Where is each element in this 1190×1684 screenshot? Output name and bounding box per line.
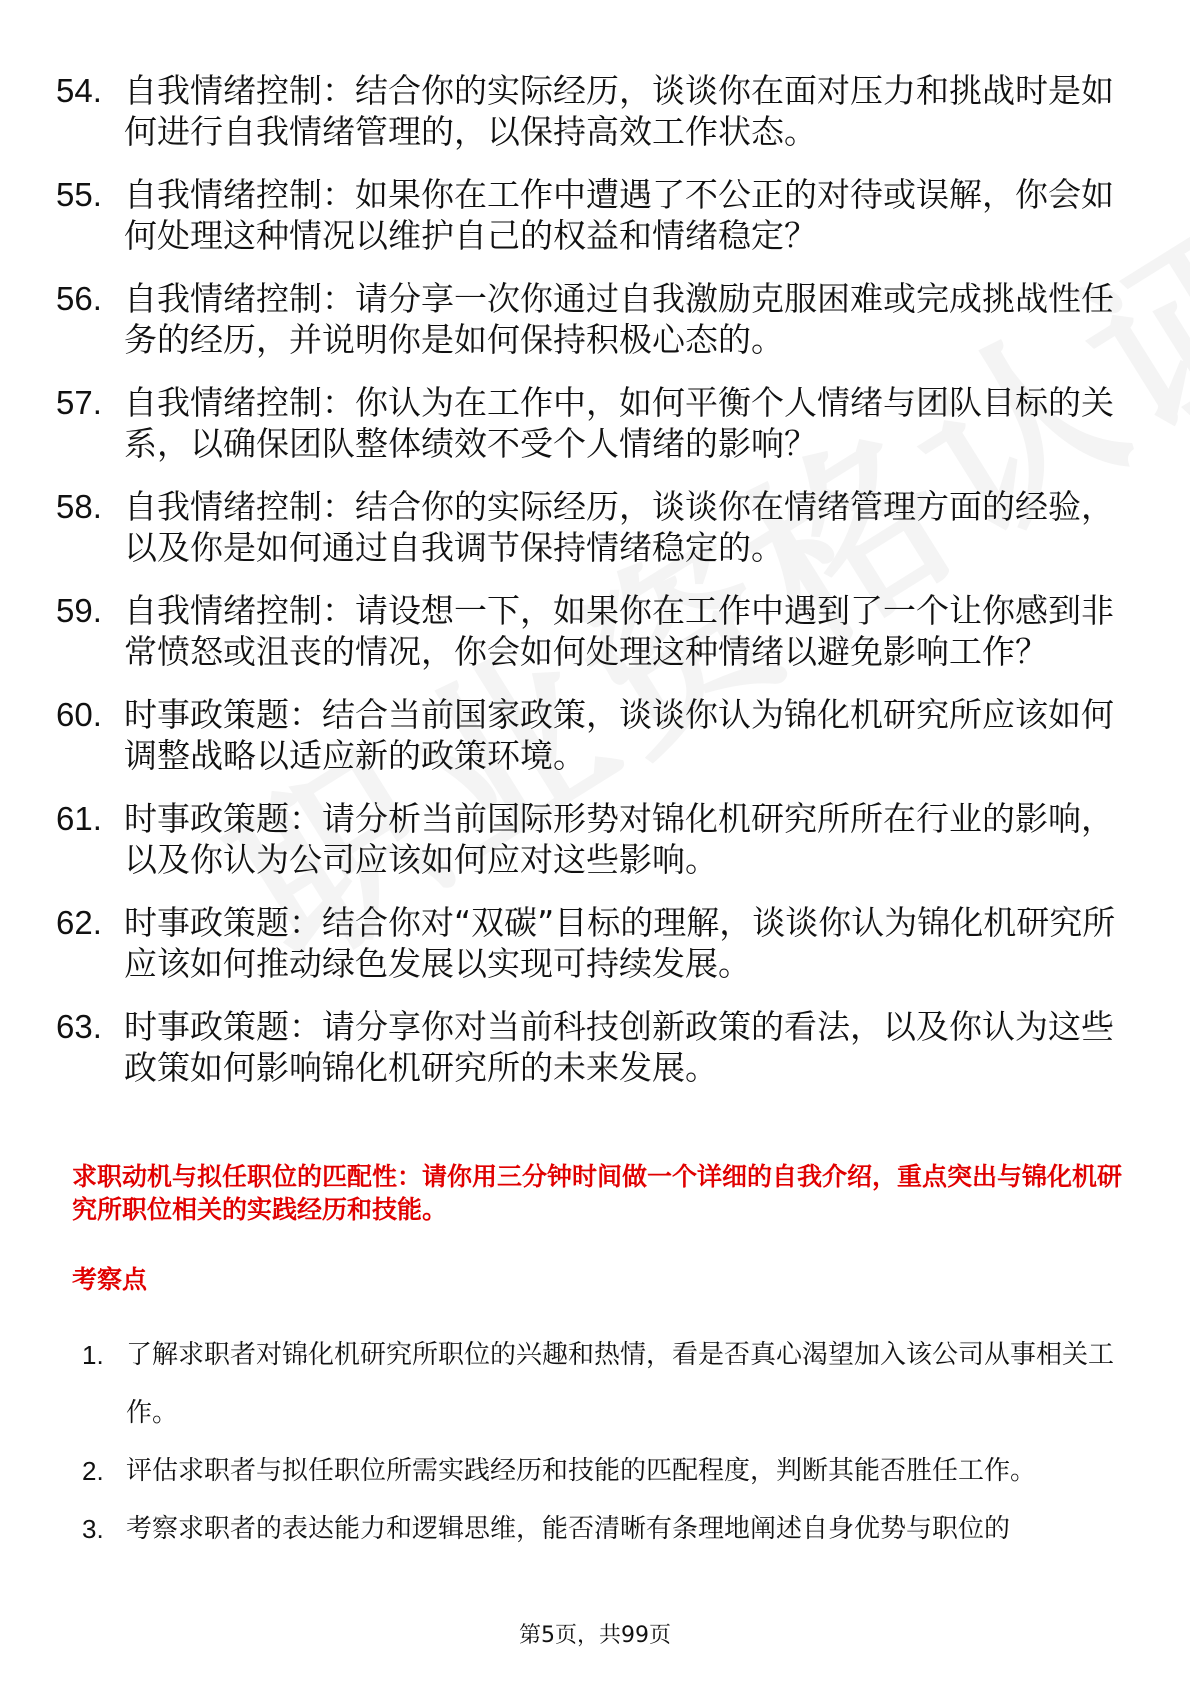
question-item bbox=[56, 590, 1126, 672]
question-text: 自我情绪控制：请分享一次你通过自我激励克服困难或完成挑战性任务的经历，并说明你是如何保持积极心态的。 bbox=[124, 279, 1114, 359]
question-item bbox=[56, 798, 1126, 880]
question-number: 56. bbox=[56, 280, 102, 317]
assessment-point bbox=[82, 1500, 1127, 1558]
question-item bbox=[56, 1006, 1126, 1088]
point-text: 考察求职者的表达能力和逻辑思维，能否清晰有条理地阐述自身优势与职位的 bbox=[126, 1514, 1011, 1544]
assessment-point bbox=[82, 1442, 1127, 1500]
question-number: 61. bbox=[56, 800, 102, 837]
question-text: 自我情绪控制：结合你的实际经历，谈谈你在情绪管理方面的经验，以及你是如何通过自我调节保持情绪稳定的。 bbox=[124, 487, 1114, 567]
point-number: 3. bbox=[82, 1514, 104, 1544]
question-number: 63. bbox=[56, 1008, 102, 1045]
assessment-point-list bbox=[82, 1326, 1127, 1558]
point-number: 2. bbox=[82, 1456, 104, 1486]
question-item bbox=[56, 70, 1126, 152]
question-text: 自我情绪控制：你认为在工作中，如何平衡个人情绪与团队目标的关系，以确保团队整体绩效不受个人情绪的影响？ bbox=[124, 383, 1114, 463]
question-item bbox=[56, 694, 1126, 776]
question-item bbox=[56, 382, 1126, 464]
question-item bbox=[56, 278, 1126, 360]
question-list bbox=[56, 70, 1126, 1110]
question-text: 时事政策题：请分析当前国际形势对锦化机研究所所在行业的影响，以及你认为公司应该如何应对这些影响。 bbox=[124, 799, 1114, 879]
question-text: 自我情绪控制：请设想一下，如果你在工作中遇到了一个让你感到非常愤怒或沮丧的情况，你会如何处理这种情绪以避免影响工作？ bbox=[124, 591, 1114, 671]
question-number: 57. bbox=[56, 384, 102, 421]
question-item bbox=[56, 486, 1126, 568]
page-footer: 第5页，共99页 bbox=[519, 1623, 671, 1648]
question-text: 时事政策题：结合你对“双碳”目标的理解，谈谈你认为锦化机研究所应该如何推动绿色发展以实现可持续发展。 bbox=[124, 903, 1116, 983]
question-number: 60. bbox=[56, 696, 102, 733]
question-text: 自我情绪控制：结合你的实际经历，谈谈你在面对压力和挑战时是如何进行自我情绪管理的，以保持高效工作状态。 bbox=[124, 71, 1114, 151]
assessment-point bbox=[82, 1326, 1127, 1442]
point-number: 1. bbox=[82, 1340, 104, 1370]
question-number: 55. bbox=[56, 176, 102, 213]
question-number: 62. bbox=[56, 904, 102, 941]
question-text: 时事政策题：结合当前国家政策，谈谈你认为锦化机研究所应该如何调整战略以适应新的政策环境。 bbox=[124, 695, 1114, 775]
question-number: 59. bbox=[56, 592, 102, 629]
point-text: 评估求职者与拟任职位所需实践经历和技能的匹配程度，判断其能否胜任工作。 bbox=[126, 1456, 1037, 1486]
question-text: 自我情绪控制：如果你在工作中遭遇了不公正的对待或误解，你会如何处理这种情况以维护自己的权益和情绪稳定？ bbox=[124, 175, 1114, 255]
question-item bbox=[56, 902, 1126, 984]
question-number: 58. bbox=[56, 488, 102, 525]
section-heading: 求职动机与拟任职位的匹配性：请你用三分钟时间做一个详细的自我介绍，重点突出与锦化机研究所职位相关的实践经历和技能。 bbox=[72, 1162, 1123, 1224]
question-item bbox=[56, 174, 1126, 256]
point-text: 了解求职者对锦化机研究所职位的兴趣和热情，看是否真心渴望加入该公司从事相关工作。 bbox=[126, 1340, 1115, 1428]
question-text: 时事政策题：请分享你对当前科技创新政策的看法，以及你认为这些政策如何影响锦化机研究所的未来发展。 bbox=[124, 1007, 1114, 1087]
section-subheading: 考察点 bbox=[72, 1265, 148, 1294]
question-number: 54. bbox=[56, 72, 102, 109]
